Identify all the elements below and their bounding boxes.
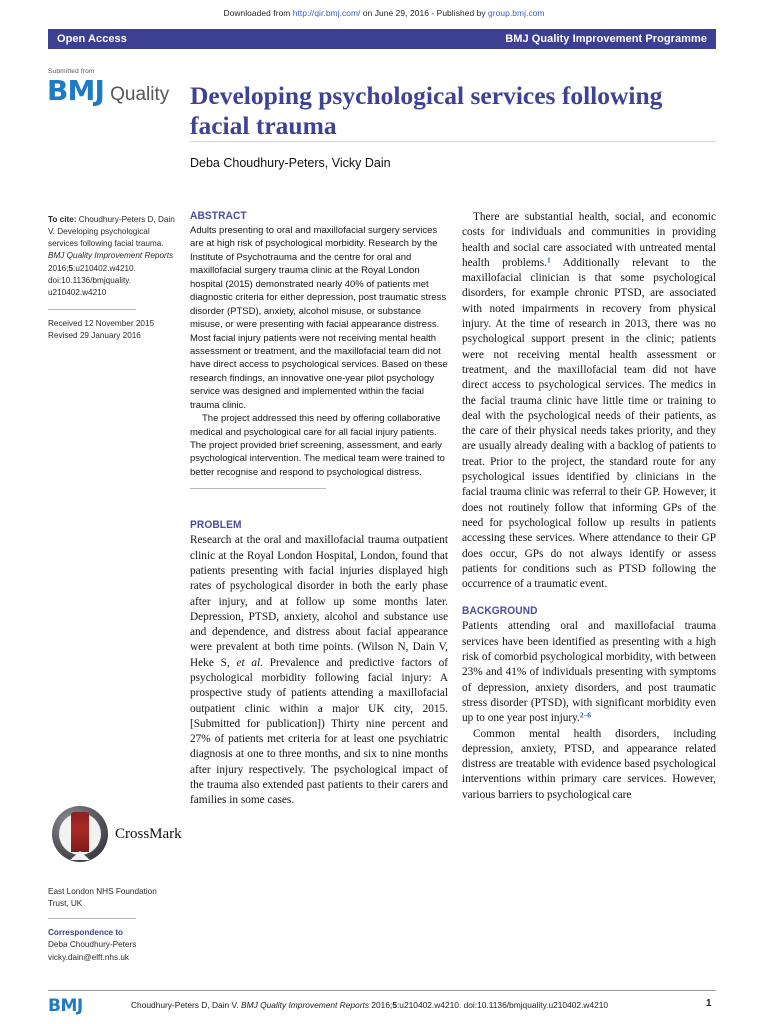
problem-heading: PROBLEM [190,519,242,532]
footer-divider [48,990,716,991]
page-title: Developing psychological services following facial trauma [190,81,663,140]
footer-citation-authors: Choudhury-Peters D, Dain V. [131,1000,242,1010]
abstract-paragraph-2: The project addressed this need by offering collaborative medical and psychological care for all facial injury patients. The project provided brief screening, assessment, and early psychological intervention. The medical team were trained to better recognise and respond to psychological distress. [190,413,445,478]
reference-marker-2-6[interactable]: 2–6 [579,710,592,720]
correspondence-email[interactable]: vicky.dain@elft.nhs.uk [48,952,129,962]
open-access-bar [48,29,716,49]
submitted-from-label: Submitted from [48,68,95,75]
abstract-body [190,224,448,479]
problem-text-1: Research at the oral and maxillofacial trauma outpatient clinic at the Royal London Hospital, London, found that patients presenting with facial injuries displayed high rates of psychological disorder in both the early phase after injury, and at follow up some months later. Depression, PTSD, anxiety, alcohol and substance use and dependence, and distress about facial appearance were prevalent at both time points. (Wilson N, Dain V, Heke S, [190,534,448,669]
background-paragraph-1 [462,619,716,726]
dates-block [48,318,178,342]
background-paragraph-2: Common mental health disorders, including depression, anxiety, PTSD, and appearance related distress are treatable with evidence based psychological interventions within primary care services. However, various barriers to psychological care [462,727,716,801]
crossmark-label: CrossMark [115,825,182,842]
to-cite-journal: BMJ Quality Improvement Reports [48,251,174,261]
abstract-heading: ABSTRACT [190,210,247,222]
reference-marker-1[interactable]: 1 [546,255,551,265]
footer-citation-doi: :u210402.w4210. doi:10.1136/bmjquality.u210402.w4210 [396,1000,609,1010]
footer-citation-volume: 5 [392,1000,397,1010]
crossmark-badge[interactable] [52,806,182,862]
footer-citation-journal: BMJ Quality Improvement Reports [241,1000,370,1010]
correspondence-name: Deba Choudhury-Peters [48,940,137,950]
problem-paragraph [190,533,448,808]
bmj-quality-logo [47,74,170,107]
article-metadata-sidebar [48,214,178,352]
right-text-column [462,210,716,803]
metadata-divider-1 [48,309,136,310]
introduction-paragraph [462,210,716,592]
crossmark-bookmark-shape [71,812,89,852]
programme-label: BMJ Quality Improvement Programme [505,33,707,45]
download-banner [0,8,768,18]
revised-date: Revised 29 January 2016 [48,331,141,341]
author-list: Deba Choudhury-Peters, Vicky Dain [190,156,391,170]
abstract-divider [190,488,326,489]
received-date: Received 12 November 2015 [48,318,155,328]
affiliation-text: East London NHS Foundation Trust, UK [48,887,157,909]
problem-text-2: Prevalence and predictive factors of psychological morbidity following facial injury: A prospective study of patients attending a maxillofacial outpatient clinic within a major UK city, 2015. [Submitted for publication]) Thirty nine percent and 27% of patients met criteria for at least one psychiatric diagnosis at one to three months, and six to nine months after injury respectively. The psychological impact of the trauma also extended past patients to their carers and families in some cases. [190,656,449,807]
background-section [462,605,716,803]
abstract-paragraph-1: Adults presenting to oral and maxillofacial surgery services are at high risk of psychological morbidity. Research by the Institute of Psychotrauma and the centre for oral and maxillofacial surgery trauma clinic at the Royal London hospital (2015) demonstrated nearly 40% of patients met diagnostic criteria for either depression, post traumatic stress disorder (PTSD), anxiety, alcohol misuse, or substance misuse, or were presenting with facial appearance distress. Most facial injury patients were not receiving mental health assessment or treatment, and the maxillofacial team did not have direct access to psychological services. Based on these research findings, an innovative one-year pilot psychology service was designed and implemented within the facial trauma clinic. [190,225,448,411]
bmj-logo-mark: BMJ [47,74,105,107]
introduction-body [462,210,716,592]
to-cite-block [48,214,178,299]
footer-citation-year: 2016; [369,1000,393,1010]
footer-bmj-logo: BMJ [48,996,83,1016]
problem-etal: et al. [236,656,264,669]
to-cite-text-3: :u210402.w4210. doi:10.1136/bmjquality. u210402.w4210 [48,263,136,297]
abstract-section [190,210,448,489]
to-cite-text-2: 2016; [48,263,69,273]
download-banner-site[interactable]: group.bmj.com [488,8,545,18]
to-cite-volume: 5 [68,263,74,273]
bmj-logo-word: Quality [110,84,170,105]
problem-section [190,519,448,808]
to-cite-text-1: Choudhury-Peters D, Dain V. Developing psychological services following facial trauma. [48,215,175,249]
correspondence-heading: Correspondence to [48,928,124,938]
background-text-1: Patients attending oral and maxillofacial trauma services have been identified as presenting with a high risk of comorbid psychological morbidity, with between 23% and 41% of individuals presenting with symptoms of depression, anxiety disorders, and post traumatic stress disorder (PTSD), with significant morbidity even up to one year post injury. [462,620,716,725]
footer-citation [131,1000,608,1010]
page-number: 1 [706,998,712,1009]
introduction-text-2: Additionally relevant to the maxillofacial clinician is that some psychological disorders, for example chronic PTSD, are associated with noted impairments in recovery from physical injury. At the time of research in 2013, there was no psychological support present in the clinic; patients were not receiving mental health assessment or treatment, and the maxillofacial team did not have direct access to psychological services. The medics in the facial trauma clinic have little time or training to deal with the psychological needs of their patients, as the care of their physical needs takes priority, and they are usually already dealing with a backlog of patients to treat. Prior to the project, the standard route for any psychological issues identified by clinicians in the facial trauma clinic was referral to their GP. However, it does not routinely follow that informing GPs of the need for psychological follow up results in patients accessing these services. Where attendance to their GP does occur, GPs do not always identify or assess patients for conditions such as PTSD following the occurrence of a traumatic event. [462,256,717,591]
title-divider [190,141,716,142]
crossmark-icon [52,806,108,862]
to-cite-label: To cite: [48,215,77,224]
open-access-label: Open Access [57,33,127,45]
introduction-text-1: There are substantial health, social, and economic costs for individuals and communities in providing health and social care associated with untreated mental health problems. [462,211,716,269]
download-banner-middle: on June 29, 2016 - Published by [360,8,489,18]
problem-body [190,533,448,808]
metadata-divider-2 [48,918,136,919]
left-text-column [190,210,448,809]
download-banner-prefix: Downloaded from [223,8,293,18]
background-heading: BACKGROUND [462,605,538,618]
background-body [462,619,716,803]
download-banner-url[interactable]: http://qir.bmj.com/ [292,8,361,18]
affiliation-sidebar [48,886,178,964]
